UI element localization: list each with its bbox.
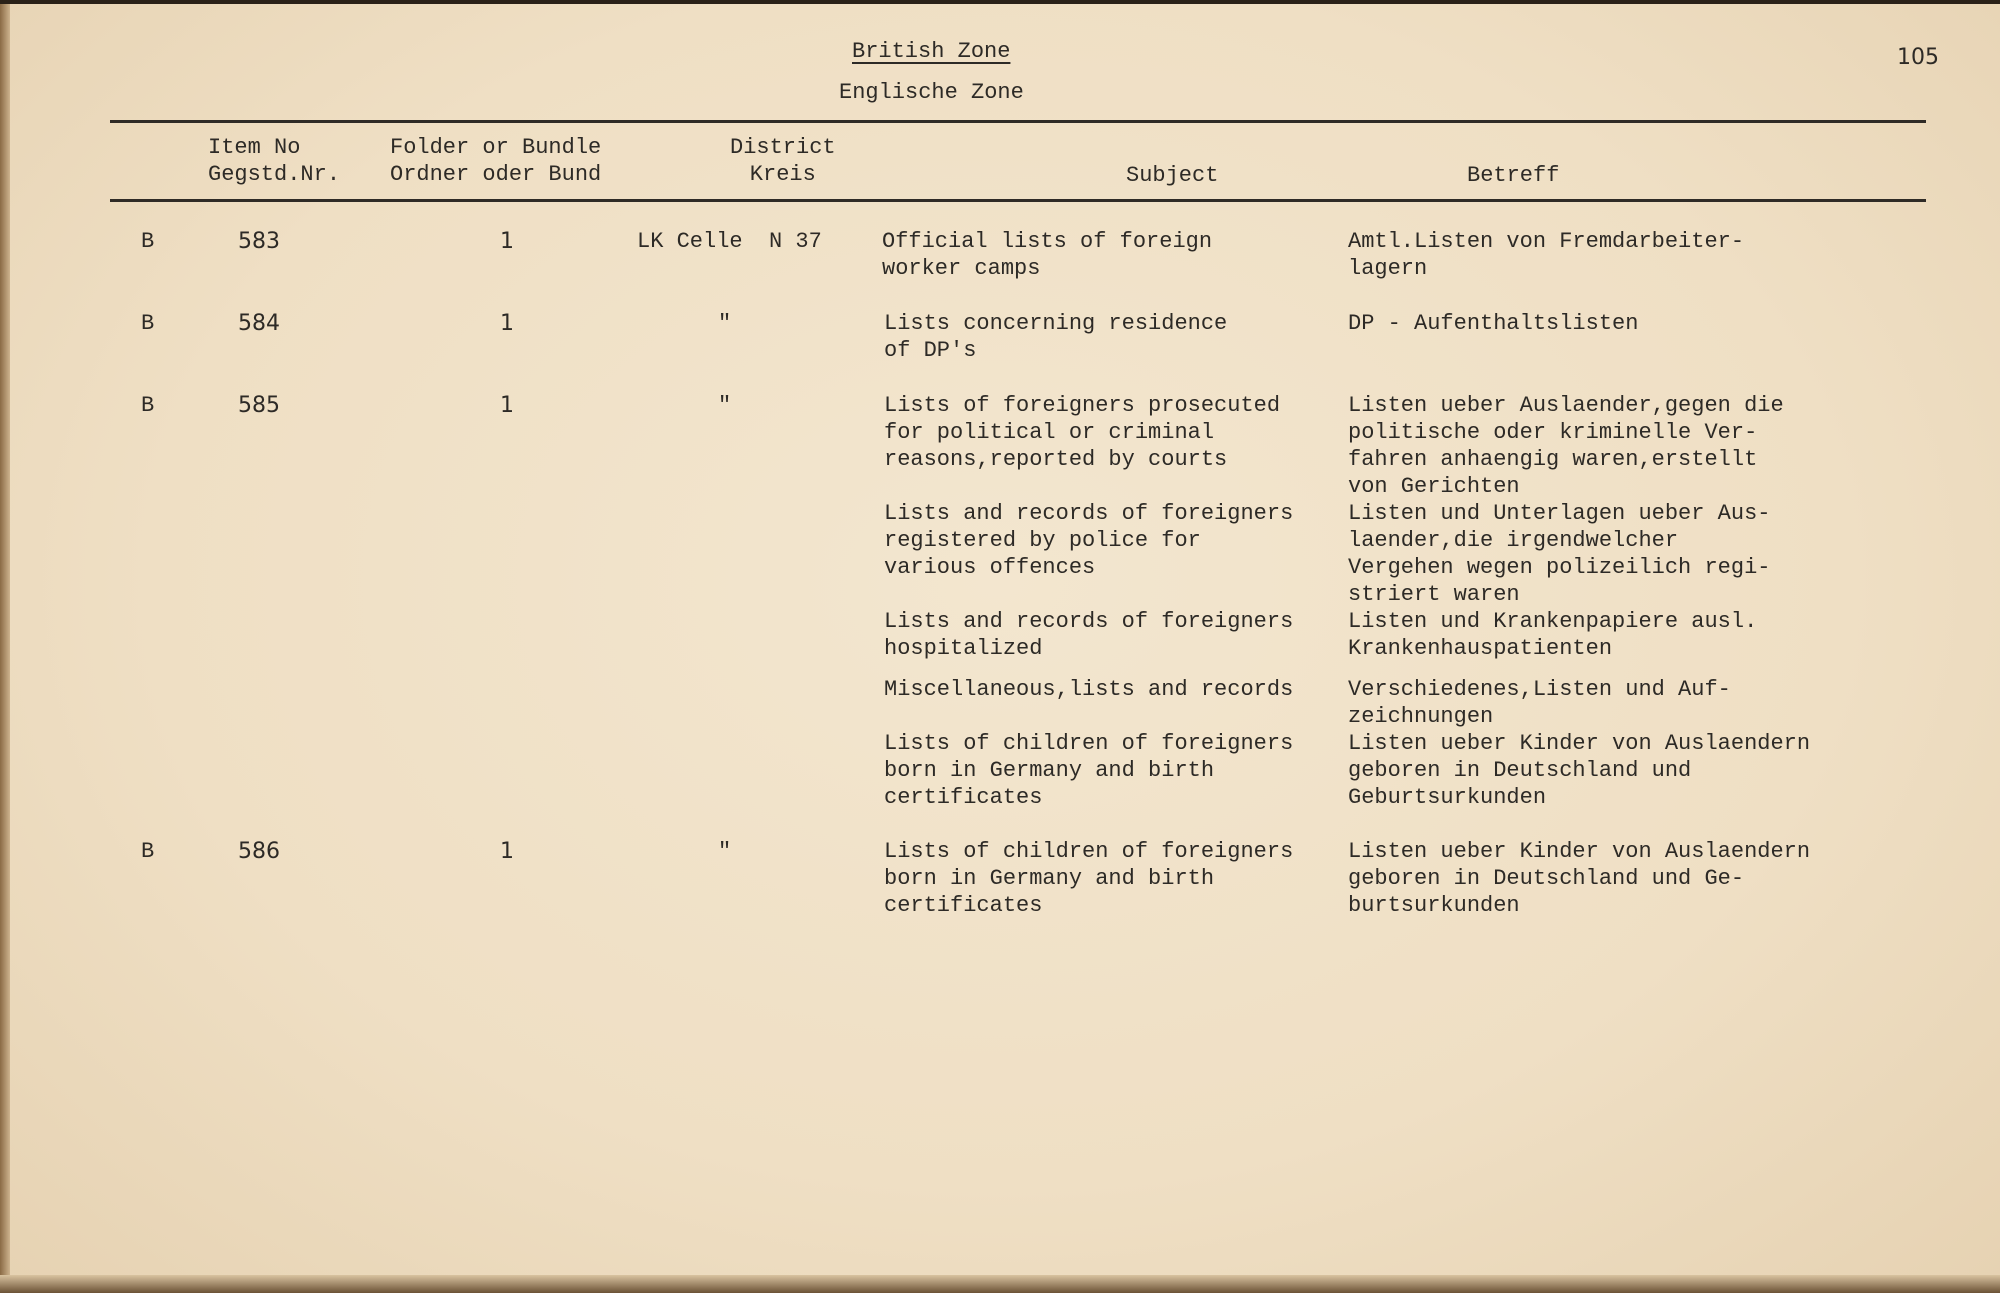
zone-title-english: British Zone <box>852 39 1011 64</box>
row-betreff: Listen und Krankenpapiere ausl. Krankenhauspatienten <box>1348 609 1758 661</box>
header-top-rule <box>110 120 1926 123</box>
row-betreff: Verschiedenes,Listen und Auf- zeichnungen <box>1348 677 1731 729</box>
row-district-ditto: " <box>718 311 732 336</box>
row-district-ditto: " <box>718 393 732 418</box>
row-subject: Lists of children of foreigners born in Germany and birth certificates <box>884 839 1294 918</box>
row-betreff: Listen ueber Auslaender,gegen die politische oder kriminelle Ver- fahren anhaengig waren,erstellt von Gerichten <box>1348 393 1784 499</box>
row-subject: Lists and records of foreigners registered by police for various offences <box>884 501 1294 580</box>
zone-title-german: Englische Zone <box>839 80 1024 105</box>
row-subject: Lists and records of foreigners hospitalized <box>884 609 1294 661</box>
row-betreff: Listen und Unterlagen ueber Aus- laender,die irgendwelcher Vergehen wegen polizeilich regi- striert waren <box>1348 501 1771 607</box>
column-header-district: District Kreis <box>730 135 836 187</box>
row-folder-count: 1 <box>500 311 514 336</box>
column-header-subject: Subject <box>1126 163 1219 188</box>
page-number: 105 <box>1897 45 1939 70</box>
row-item-number: 584 <box>238 311 280 336</box>
column-header-betreff: Betreff <box>1467 163 1560 188</box>
row-prefix: B <box>141 229 155 254</box>
row-item-number: 583 <box>238 229 280 254</box>
row-folder-count: 1 <box>500 393 514 418</box>
row-betreff: Listen ueber Kinder von Auslaendern geboren in Deutschland und Geburtsurkunden <box>1348 731 1811 810</box>
row-betreff: Listen ueber Kinder von Auslaendern geboren in Deutschland und Ge- burtsurkunden <box>1348 839 1811 918</box>
row-folder-count: 1 <box>500 839 514 864</box>
row-subject: Miscellaneous,lists and records <box>884 677 1294 702</box>
row-folder-count: 1 <box>500 229 514 254</box>
row-subject: Official lists of foreign worker camps <box>882 229 1213 281</box>
column-header-item-no: Item No Gegstd.Nr. <box>208 135 341 187</box>
page-edge <box>0 0 2000 4</box>
row-prefix: B <box>141 393 155 418</box>
row-item-number: 585 <box>238 393 280 418</box>
row-prefix: B <box>141 839 155 864</box>
row-betreff: DP - Aufenthaltslisten <box>1348 311 1639 336</box>
header-bottom-rule <box>110 199 1926 202</box>
row-betreff: Amtl.Listen von Fremdarbeiter- lagern <box>1348 229 1745 281</box>
row-district: LK Celle N 37 <box>637 229 822 254</box>
row-subject: Lists concerning residence of DP's <box>884 311 1228 363</box>
row-subject: Lists of foreigners prosecuted for political or criminal reasons,reported by courts <box>884 393 1281 472</box>
column-header-folder: Folder or Bundle Ordner oder Bund <box>390 135 602 187</box>
row-prefix: B <box>141 311 155 336</box>
row-district-ditto: " <box>718 839 732 864</box>
row-subject: Lists of children of foreigners born in Germany and birth certificates <box>884 731 1294 810</box>
row-item-number: 586 <box>238 839 280 864</box>
